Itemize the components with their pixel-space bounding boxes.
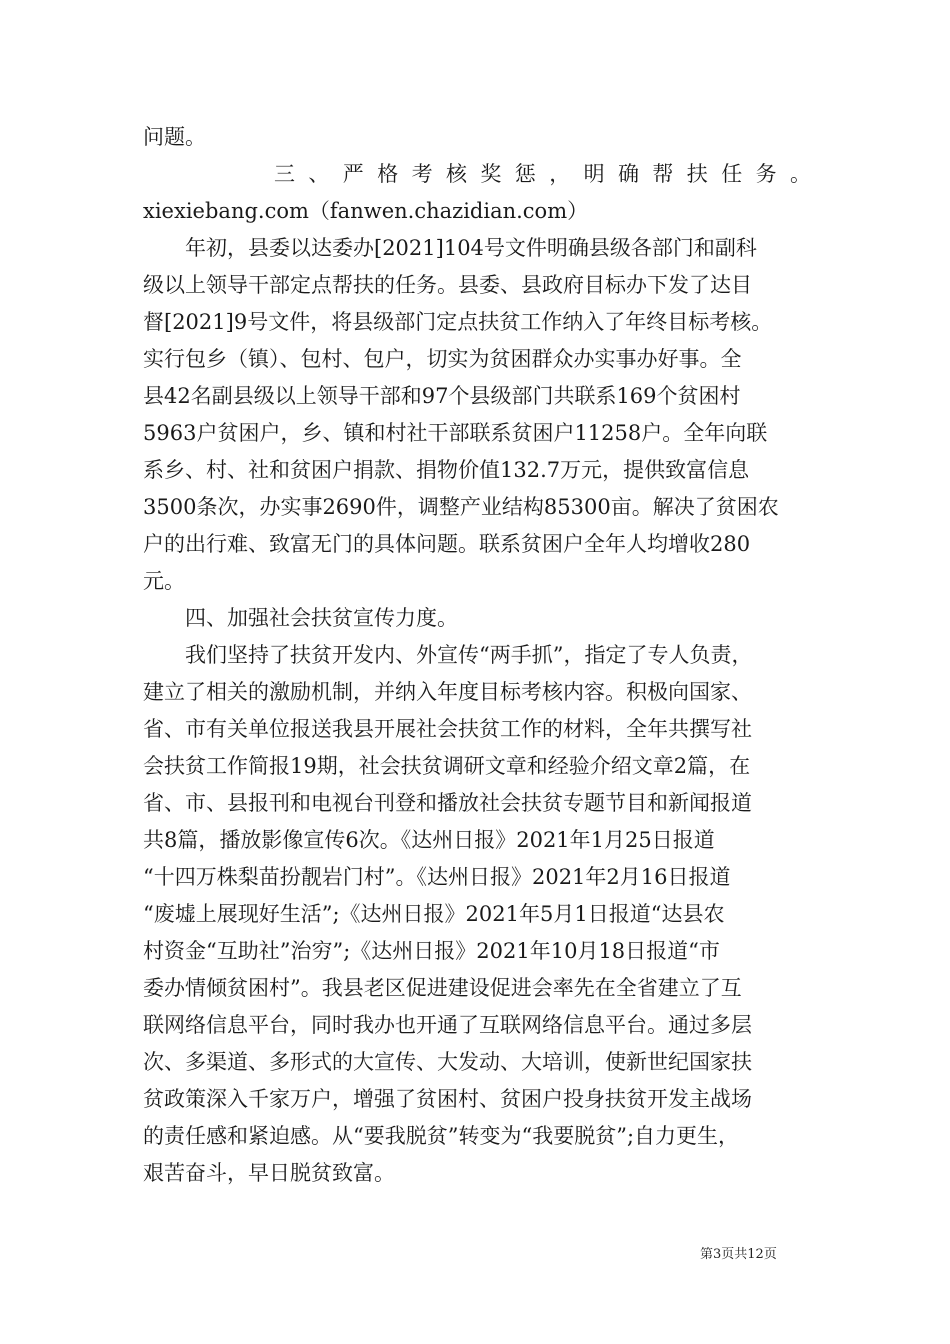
text-line: 共8篇，播放影像宣传6次。《达州日报》2021年1月25日报道	[143, 828, 715, 852]
text-line: xiexiebang.com（fanwen.chazidian.com）	[143, 199, 589, 223]
text-line: 艰苦奋斗，早日脱贫致富。	[143, 1161, 395, 1185]
text-line: 户的出行难、致富无门的具体问题。联系贫困户全年人均增收280	[143, 532, 751, 556]
text-line: 建立了相关的激励机制，并纳入年度目标考核内容。积极向国家、	[143, 680, 752, 704]
text-line: 联网络信息平台，同时我办也开通了互联网络信息平台。通过多层	[143, 1013, 752, 1037]
text-line: 年初，县委以达委办[2021]104号文件明确县级各部门和副科	[143, 236, 757, 260]
text-line: 村资金“互助社”治穷”;《达州日报》2021年10月18日报道“市	[143, 939, 720, 963]
text-line: 元。	[143, 569, 185, 593]
text-line: 省、市、县报刊和电视台刊登和播放社会扶贫专题节目和新闻报道	[143, 791, 752, 815]
text-line: 会扶贫工作简报19期，社会扶贫调研文章和经验介绍文章2篇，在	[143, 754, 751, 778]
section-heading: 三、严格考核奖惩，明确帮扶任务。	[274, 162, 825, 186]
text-line: 县42名副县级以上领导干部和97个县级部门共联系169个贫困村	[143, 384, 741, 408]
text-line: 委办情倾贫困村”。我县老区促进建设促进会率先在全省建立了互	[143, 976, 742, 1000]
text-line: 我们坚持了扶贫开发内、外宣传“两手抓”，指定了专人负责，	[143, 643, 753, 667]
section-heading: 四、加强社会扶贫宣传力度。	[143, 606, 458, 630]
text-line: 5963户贫困户，乡、镇和村社干部联系贫困户11258户。全年向联	[143, 421, 768, 445]
text-line: “废墟上展现好生活”;《达州日报》2021年5月1日报道“达县农	[143, 902, 725, 926]
text-line: 次、多渠道、多形式的大宣传、大发动、大培训，使新世纪国家扶	[143, 1050, 752, 1074]
page-number-footer: 第3页共12页	[700, 1247, 777, 1262]
text-line: 实行包乡（镇）、包村、包户，切实为贫困群众办实事办好事。全	[143, 347, 742, 371]
text-line: “十四万株梨苗扮靓岩门村”。《达州日报》2021年2月16日报道	[143, 865, 731, 889]
text-line: 问题。	[143, 125, 206, 149]
text-line: 级以上领导干部定点帮扶的任务。县委、县政府目标办下发了达目	[143, 273, 752, 297]
text-line: 的责任感和紧迫感。从“要我脱贫”转变为“我要脱贫”;自力更生，	[143, 1124, 740, 1148]
text-line: 3500条次，办实事2690件，调整产业结构85300亩。解决了贫困农	[143, 495, 779, 519]
text-line: 省、市有关单位报送我县开展社会扶贫工作的材料，全年共撰写社	[143, 717, 752, 741]
text-line: 系乡、村、社和贫困户捐款、捐物价值132.7万元，提供致富信息	[143, 458, 750, 482]
text-line: 贫政策深入千家万户，增强了贫困村、贫困户投身扶贫开发主战场	[143, 1087, 752, 1111]
text-line: 督[2021]9号文件，将县级部门定点扶贫工作纳入了年终目标考核。	[143, 310, 773, 334]
